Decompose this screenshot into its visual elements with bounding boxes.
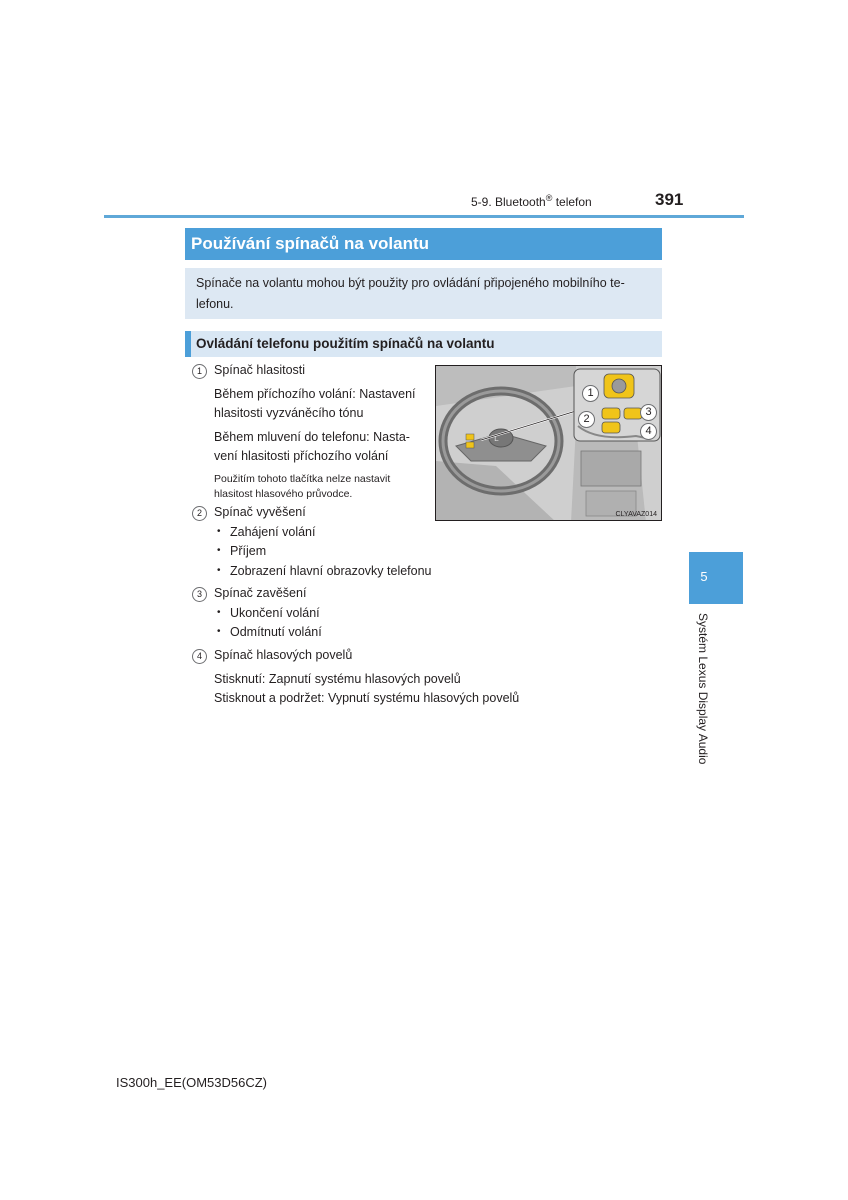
header-section-title: 5-9. Bluetooth® telefon (471, 193, 592, 209)
item-3-bullet-1: • Ukončení volání (230, 606, 320, 620)
item-2-bullet-3: • Zobrazení hlavní obrazovky telefonu (230, 564, 432, 578)
steering-wheel-illustration (435, 365, 662, 521)
chapter-tab (689, 552, 743, 604)
section-title: Používání spínačů na volantu (185, 228, 662, 260)
svg-text:L: L (494, 434, 499, 443)
item-1-line-1: Během příchozího volání: Nastavení (214, 387, 416, 401)
item-3-bullet-2: • Odmítnutí volání (230, 625, 322, 639)
item-number-2: 2 (192, 506, 207, 521)
header-divider (104, 215, 744, 218)
item-number-1: 1 (192, 364, 207, 379)
item-2-bullet-1: • Zahájení volání (230, 525, 315, 539)
item-number-4: 4 (192, 649, 207, 664)
chapter-number: 5 (700, 569, 708, 584)
figure-callout-2: 2 (578, 411, 595, 428)
item-4-title: Spínač hlasových povelů (214, 648, 353, 662)
intro-line-2: lefonu. (196, 297, 234, 311)
item-4-line-1: Stisknutí: Zapnutí systému hlasových povelů (214, 672, 461, 686)
intro-line-1: Spínače na volantu mohou být použity pro ovládání připojeného mobilního te- (196, 276, 625, 290)
item-1-line-4: vení hlasitosti příchozího volání (214, 449, 389, 463)
item-2-bullet-2: • Příjem (230, 544, 266, 558)
item-1-title: Spínač hlasitosti (214, 363, 306, 377)
figure-callout-4: 4 (640, 423, 657, 440)
item-4-line-2: Stisknout a podržet: Vypnutí systému hlasových povelů (214, 691, 520, 705)
item-1-line-3: Během mluvení do telefonu: Nasta- (214, 430, 410, 444)
footer-model-code: IS300h_EE(OM53D56CZ) (116, 1075, 268, 1090)
chapter-title: Systém Lexus Display Audio (696, 613, 710, 765)
intro-box (185, 268, 662, 319)
item-1-note-1: Použitím tohoto tlačítka nelze nastavit (214, 473, 391, 485)
item-3-title: Spínač zavěšení (214, 586, 307, 600)
figure-callout-3: 3 (640, 404, 657, 421)
page-number: 391 (655, 190, 684, 209)
figure-callout-1: 1 (582, 385, 599, 402)
dashboard-drawing (436, 366, 662, 521)
item-2-title: Spínač vyvěšení (214, 505, 306, 519)
figure-code: CLYAVAZ014 (615, 511, 657, 518)
item-1-line-2: hlasitosti vyzváněcího tónu (214, 406, 364, 420)
subsection-title: Ovládání telefonu použitím spínačů na volantu (185, 331, 662, 357)
item-number-3: 3 (192, 587, 207, 602)
item-1-note-2: hlasitost hlasového průvodce. (214, 488, 353, 500)
